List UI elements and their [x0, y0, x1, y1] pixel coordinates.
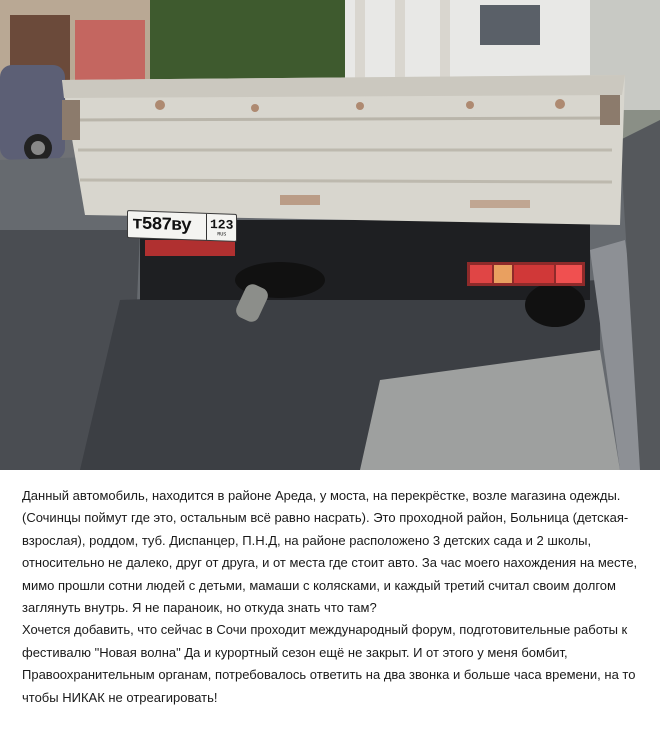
license-plate	[127, 210, 237, 242]
plate-country-code: RUS	[217, 230, 227, 238]
post-paragraph-2: Хочется добавить, что сейчас в Сочи проходит международный форум, подготовительные работы к фестивалю "Новая волна" Да и курортный сезон ещё не закрыт. И от этого у меня бомбит, Правоохранительным органам, потребовалось ответить на два звонка и больше часа времени, на то чтобы НИКАК не отреагировать!	[22, 622, 636, 705]
post-paragraph-1: Данный автомобиль, находится в районе Ареда, у моста, на перекрёстке, возле магазина одежды. (Сочинцы поймут где это, остальным всё равно насрать). Это проходной район, Больница (детская-взрослая), роддом, туб. Диспанцер, П.Н.Д, на районе расположено 3 детских сада и 2 школы, относительно не далеко, друг от друга, и от места где стоит авто. За час моего нахождения на месте, мимо прошли сотни людей с детьми, мамаши с колясками, и каждый третий считал своим долгом заглянуть внутрь. Я не параноик, но откуда знать что там?	[22, 488, 638, 616]
post-text	[22, 485, 647, 709]
plate-region-code: 123	[209, 216, 234, 233]
plate-number: т587ву	[132, 214, 191, 237]
plate-region	[206, 214, 236, 241]
